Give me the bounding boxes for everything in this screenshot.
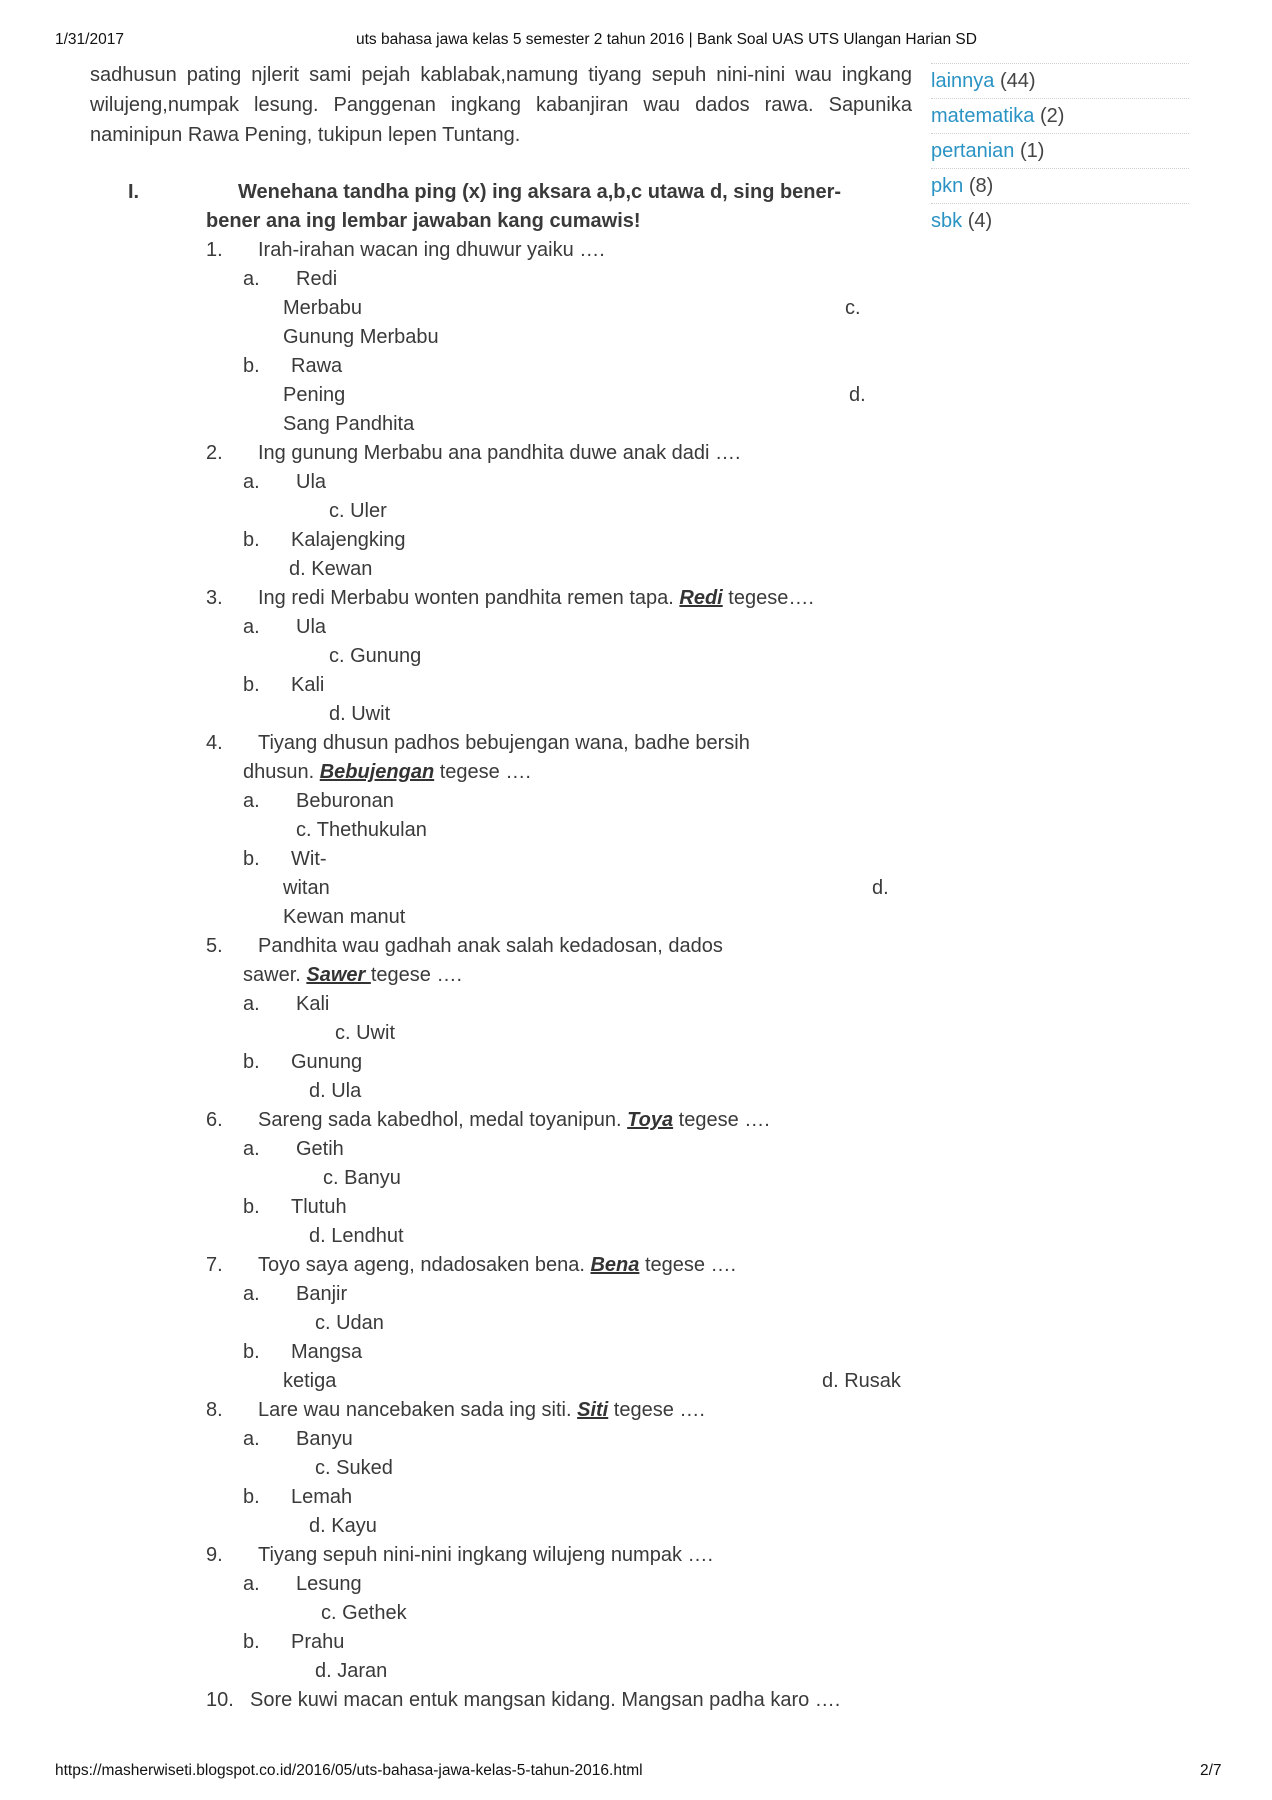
option-d: d. Lendhut [309, 1225, 404, 1247]
option-label: a. [243, 1138, 260, 1160]
option-label: a. [243, 268, 260, 290]
option-a: Kali [296, 993, 330, 1015]
keyword: Bena [590, 1254, 640, 1276]
option-b: Prahu [291, 1631, 345, 1653]
option-label: a. [243, 790, 260, 812]
option-c: c. Banyu [323, 1167, 401, 1189]
option-b-continued: Pening [283, 384, 346, 406]
option-label: a. [243, 1283, 260, 1305]
option-c: c. Gunung [329, 645, 422, 667]
category-count: (4) [967, 210, 993, 232]
question-number: 7. [206, 1254, 223, 1276]
category-link[interactable]: pkn [931, 175, 964, 197]
keyword: Bebujengan [319, 761, 435, 783]
option-label: b. [243, 355, 260, 377]
option-c: c. Suked [315, 1457, 393, 1479]
option-label: a. [243, 1428, 260, 1450]
question-text: Tiyang sepuh nini-nini ingkang wilujeng numpak …. [258, 1544, 714, 1566]
option-label: a. [243, 471, 260, 493]
option-d: Sang Pandhita [283, 413, 415, 435]
option-a: Redi [296, 268, 338, 290]
instruction-line: Wenehana tandha ping (x) ing aksara a,b,c utawa d, sing bener- [238, 181, 842, 203]
question-number: 4. [206, 732, 223, 754]
option-d: d. Rusak [822, 1370, 901, 1392]
page-title: uts bahasa jawa kelas 5 semester 2 tahun 2016 | Bank Soal UAS UTS Ulangan Harian SD [356, 31, 977, 48]
option-label: a. [243, 993, 260, 1015]
option-b-continued: witan [283, 877, 330, 899]
option-d: d. Ula [309, 1080, 362, 1102]
question-number: 6. [206, 1109, 223, 1131]
category-item[interactable] [931, 63, 1189, 99]
question-number: 10. [206, 1689, 234, 1711]
question-text: sawer. Sawer tegese …. [243, 964, 463, 986]
question-text: Irah-irahan wacan ing dhuwur yaiku …. [258, 239, 605, 261]
question-text: dhusun. Bebujengan tegese …. [243, 761, 531, 783]
option-a: Banyu [296, 1428, 353, 1450]
option-c: c. Udan [315, 1312, 384, 1334]
option-a: Ula [296, 471, 327, 493]
option-a: Ula [296, 616, 327, 638]
option-label: c. [845, 297, 861, 319]
question-text: Ing gunung Merbabu ana pandhita duwe anak dadi …. [258, 442, 741, 464]
section-number: I. [128, 181, 140, 203]
option-c: Gunung Merbabu [283, 326, 439, 348]
option-b: Tlutuh [291, 1196, 347, 1218]
option-label: b. [243, 1341, 260, 1363]
option-b: Kali [291, 674, 325, 696]
option-label: b. [243, 1631, 260, 1653]
category-item[interactable] [931, 203, 1189, 239]
category-count: (8) [968, 175, 994, 197]
category-link[interactable]: lainnya [931, 70, 995, 92]
keyword: Toya [627, 1109, 674, 1131]
category-link[interactable]: matematika [931, 105, 1035, 127]
option-b-continued: ketiga [283, 1370, 337, 1392]
option-c: c. Uwit [335, 1022, 395, 1044]
keyword: Redi [679, 587, 723, 609]
question-number: 8. [206, 1399, 223, 1421]
option-c: c. Uler [329, 500, 387, 522]
option-label: b. [243, 674, 260, 696]
option-b: Gunung [291, 1051, 363, 1073]
category-item[interactable] [931, 98, 1189, 134]
option-a: Banjir [296, 1283, 348, 1305]
question-number: 1. [206, 239, 223, 261]
question-text: Tiyang dhusun padhos bebujengan wana, badhe bersih [258, 732, 750, 754]
option-c: c. Gethek [321, 1602, 407, 1624]
question-text: Lare wau nancebaken sada ing siti. Siti tegese …. [258, 1399, 705, 1421]
question-number: 3. [206, 587, 223, 609]
question-text: Sareng sada kabedhol, medal toyanipun. Toya tegese …. [258, 1109, 770, 1131]
category-count: (44) [999, 70, 1036, 92]
option-label: d. [849, 384, 866, 406]
question-text: Sore kuwi macan entuk mangsan kidang. Mangsan padha karo …. [250, 1689, 841, 1711]
option-d: d. Kayu [309, 1515, 377, 1537]
option-b: Wit- [291, 848, 327, 870]
option-label: d. [872, 877, 889, 899]
question-number: 2. [206, 442, 223, 464]
option-d: d. Uwit [329, 703, 391, 725]
category-item[interactable] [931, 168, 1189, 204]
question-text: Toyo saya ageng, ndadosaken bena. Bena tegese …. [258, 1254, 737, 1276]
question-number: 5. [206, 935, 223, 957]
option-b: Rawa [291, 355, 343, 377]
category-count: (2) [1039, 105, 1065, 127]
option-label: b. [243, 529, 260, 551]
option-label: a. [243, 616, 260, 638]
keyword: Sawer [306, 964, 371, 986]
keyword: Siti [577, 1399, 609, 1421]
option-b: Mangsa [291, 1341, 363, 1363]
page-number: 2/7 [1200, 1762, 1222, 1779]
option-b: Kalajengking [291, 529, 406, 551]
option-label: a. [243, 1573, 260, 1595]
option-b: Lemah [291, 1486, 353, 1508]
option-d: d. Jaran [315, 1660, 388, 1682]
category-count: (1) [1019, 140, 1045, 162]
option-a: Beburonan [296, 790, 394, 812]
category-item[interactable] [931, 133, 1189, 169]
question-text: Pandhita wau gadhah anak salah kedadosan, dados [258, 935, 723, 957]
option-a: Lesung [296, 1573, 362, 1595]
page-url: https://masherwiseti.blogspot.co.id/2016/05/uts-bahasa-jawa-kelas-5-tahun-2016.html [55, 1762, 643, 1779]
option-label: b. [243, 1196, 260, 1218]
option-d: Kewan manut [283, 906, 406, 928]
option-label: b. [243, 1486, 260, 1508]
option-label: b. [243, 848, 260, 870]
option-a-continued: Merbabu [283, 297, 362, 319]
option-a: Getih [296, 1138, 344, 1160]
category-link[interactable]: sbk [931, 210, 963, 232]
print-date: 1/31/2017 [55, 31, 124, 48]
option-d: d. Kewan [289, 558, 373, 580]
category-link[interactable]: pertanian [931, 140, 1015, 162]
option-label: b. [243, 1051, 260, 1073]
instruction-line: bener ana ing lembar jawaban kang cumawis! [206, 210, 641, 232]
story-paragraph: sadhusun pating njlerit sami pejah kablabak,namung tiyang sepuh nini-nini wau ingkang wilujeng,numpak lesung. Panggenan ingkang kabanjiran wau dados rawa. Sapunika naminipun Rawa Pening, tukipun lepen Tuntang. [90, 64, 912, 146]
question-number: 9. [206, 1544, 223, 1566]
option-c: c. Thethukulan [296, 819, 427, 841]
question-text: Ing redi Merbabu wonten pandhita remen tapa. Redi tegese…. [258, 587, 814, 609]
